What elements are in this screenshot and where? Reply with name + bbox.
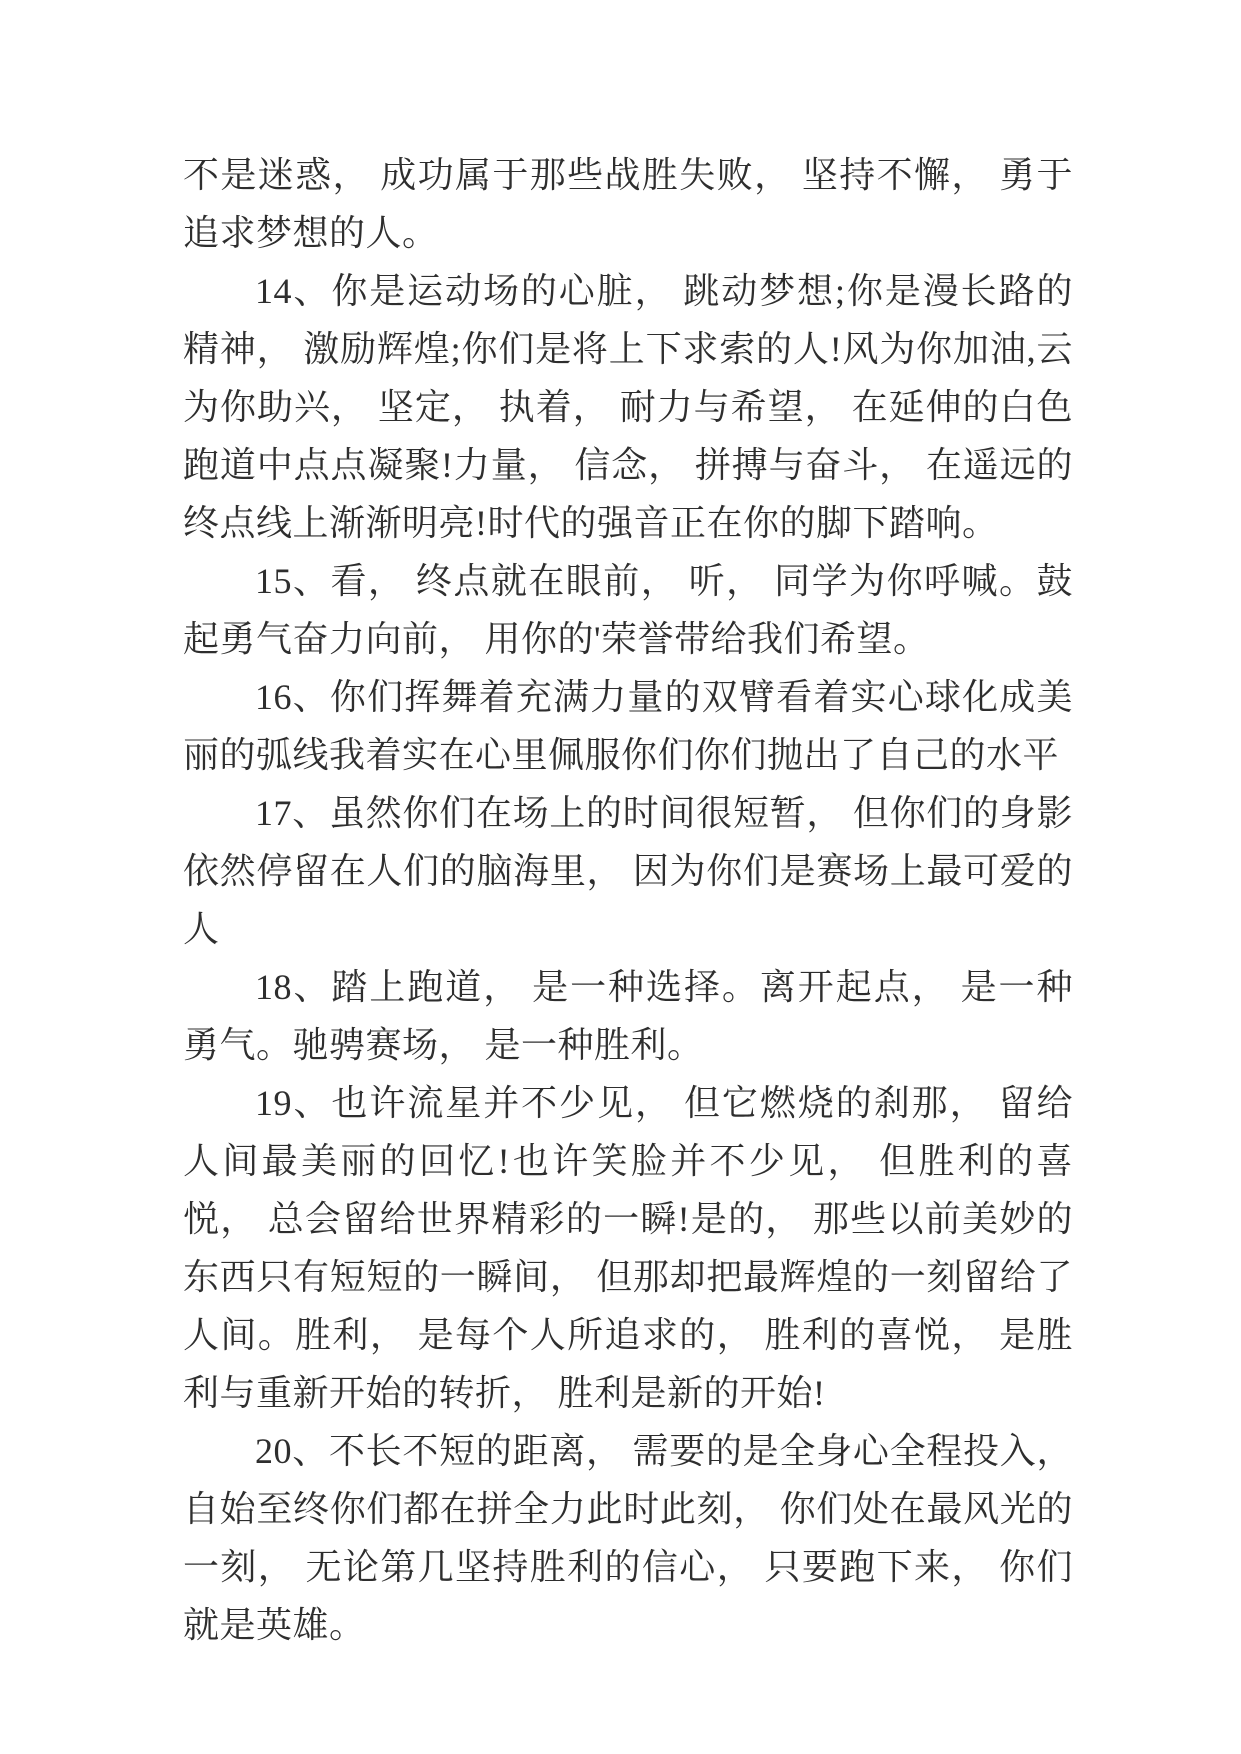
text-column (183, 146, 1073, 1654)
paragraph-item-14: 14、你是运动场的心脏， 跳动梦想;你是漫长路的精神， 激励辉煌;你们是将上下求索的人!风为你加油,云为你助兴， 坚定， 执着， 耐力与希望， 在延伸的白色跑道中点点凝聚!力量， 信念， 拼搏与奋斗， 在遥远的终点线上渐渐明亮!时代的强音正在你的脚下踏响。 (183, 271, 1073, 543)
paragraph-item-16: 16、你们挥舞着充满力量的双臂看着实心球化成美丽的弧线我着实在心里佩服你们你们抛出了自己的水平 (183, 677, 1073, 775)
paragraph-item-18: 18、踏上跑道， 是一种选择。离开起点， 是一种勇气。驰骋赛场， 是一种胜利。 (183, 967, 1073, 1065)
paragraph-item-15: 15、看， 终点就在眼前， 听， 同学为你呼喊。鼓起勇气奋力向前， 用你的'荣誉带给我们希望。 (183, 561, 1073, 659)
paragraph-item-20: 20、不长不短的距离， 需要的是全身心全程投入， 自始至终你们都在拼全力此时此刻， 你们处在最风光的一刻， 无论第几坚持胜利的信心， 只要跑下来， 你们就是英雄。 (183, 1431, 1073, 1645)
paragraph-item-17: 17、虽然你们在场上的时间很短暂， 但你们的身影依然停留在人们的脑海里， 因为你们是赛场上最可爱的人 (183, 793, 1073, 949)
paragraph-continuation: 不是迷惑， 成功属于那些战胜失败， 坚持不懈， 勇于追求梦想的人。 (183, 155, 1073, 253)
paragraph-item-19: 19、也许流星并不少见， 但它燃烧的刹那， 留给人间最美丽的回忆!也许笑脸并不少见， 但胜利的喜悦， 总会留给世界精彩的一瞬!是的， 那些以前美妙的东西只有短短的一瞬间， 但那却把最辉煌的一刻留给了人间。胜利， 是每个人所追求的， 胜利的喜悦， 是胜利与重新开始的转折， 胜利是新的开始! (183, 1083, 1073, 1413)
